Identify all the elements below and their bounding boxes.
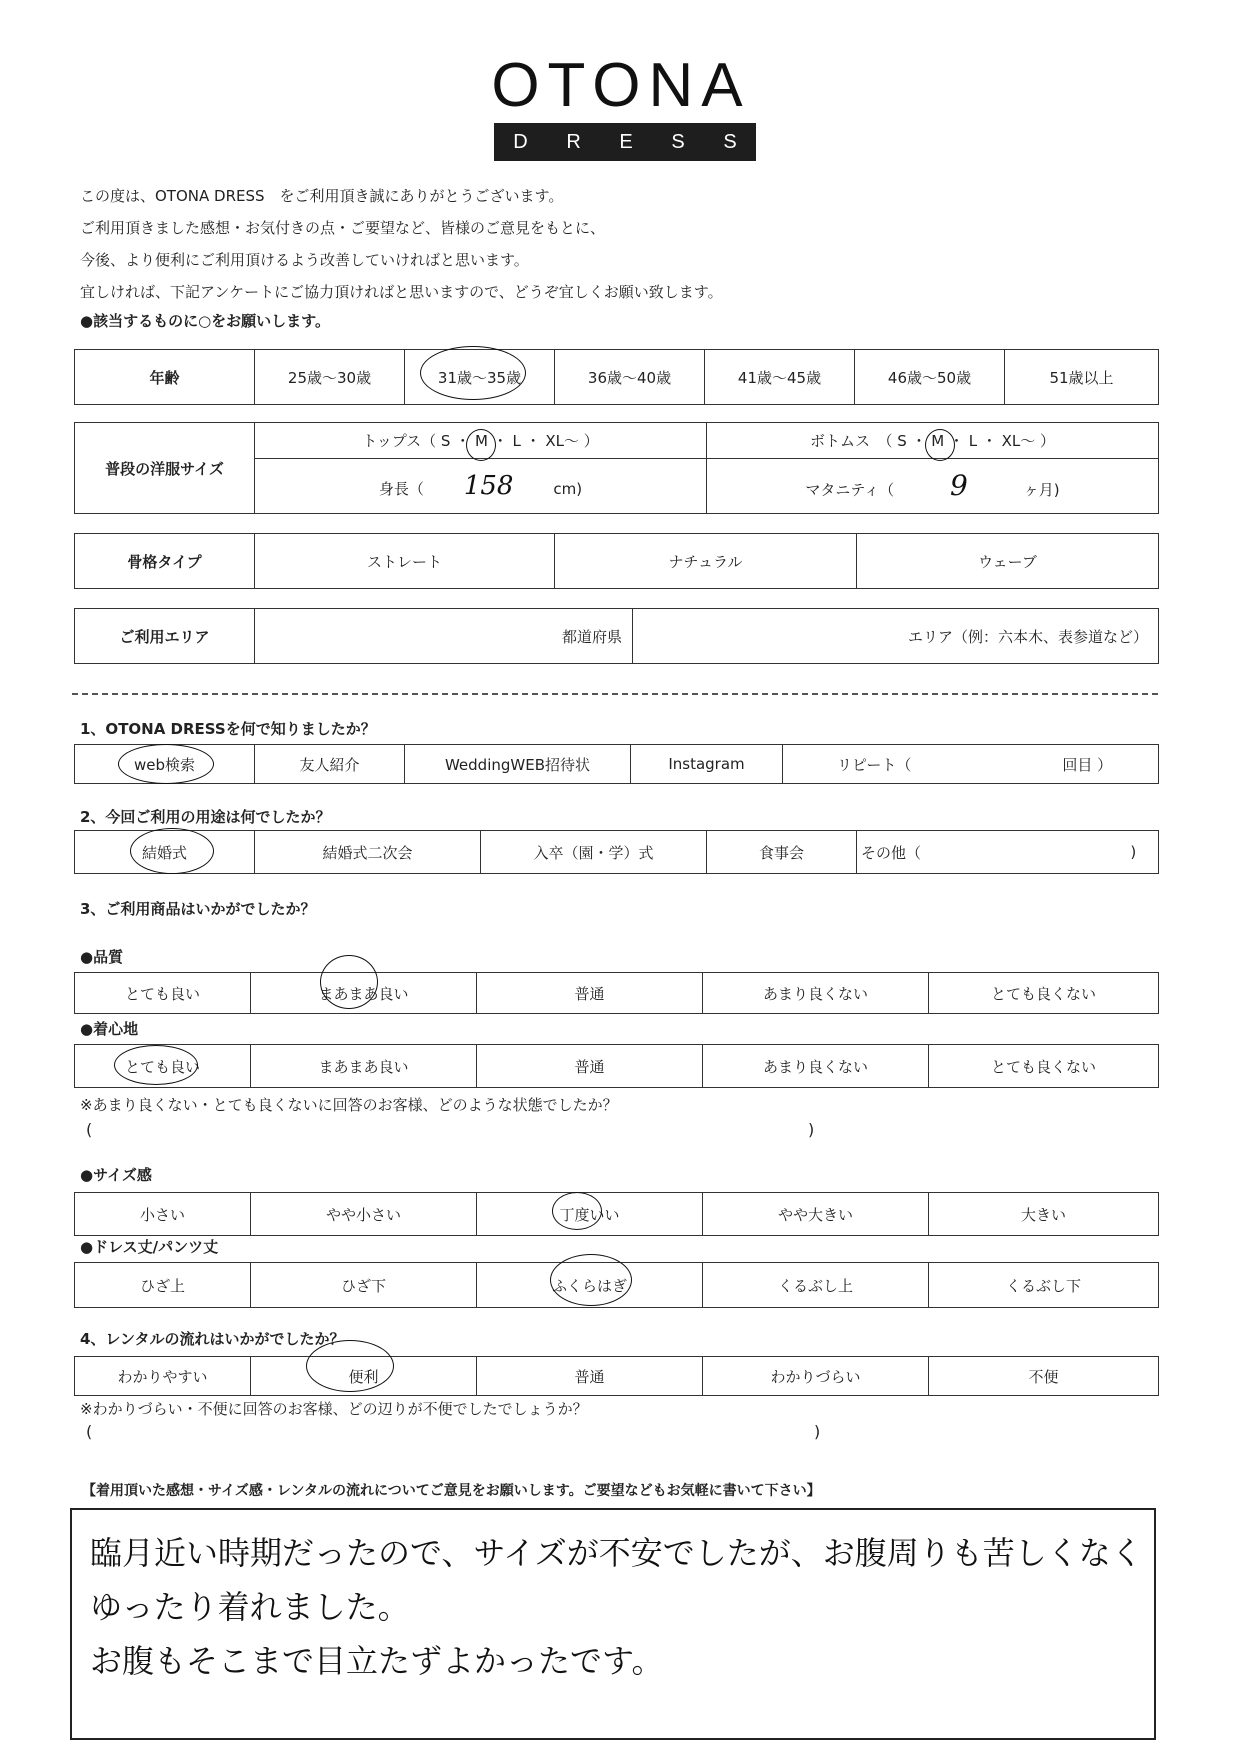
age-option[interactable]: 36歳～40歳 [555, 350, 705, 405]
brand-logo-subtitle [494, 123, 756, 161]
body-type-option[interactable]: ストレート [255, 534, 555, 589]
comment-line: ゆったり着れました。 [90, 1588, 410, 1626]
intro-line: 今後、より便利にご利用頂けるよう改善していければと思います。 [80, 251, 529, 269]
selection-circle [130, 828, 214, 874]
section-divider [72, 693, 1158, 695]
selection-circle [420, 346, 526, 400]
q2-option-selected[interactable]: 結婚式 [75, 831, 255, 874]
quality-option-selected[interactable]: まあまあ良い [251, 973, 477, 1014]
q2-option[interactable]: 食事会 [707, 831, 857, 874]
age-option[interactable]: 46歳～50歳 [855, 350, 1005, 405]
bottoms-size-options[interactable]: ボトムス （ S ・ M ・ L ・ XL～ ） [707, 423, 1159, 459]
intro-line: ご利用頂きました感想・お気付きの点・ご要望など、皆様のご意見をもとに、 [80, 219, 606, 237]
prefecture-field[interactable]: 都道府県 [255, 609, 633, 664]
length-option[interactable]: くるぶし下 [929, 1263, 1159, 1308]
age-option-selected[interactable]: 31歳～35歳 [405, 350, 555, 405]
q3-note: ※あまり良くない・とても良くないに回答のお客様、どのような状態でしたか？ [80, 1096, 618, 1114]
area-label: ご利用エリア [75, 609, 255, 664]
q2-title: 2、今回ご利用の用途は何でしたか？ [80, 808, 331, 826]
q2-option[interactable]: 結婚式二次会 [255, 831, 481, 874]
comments-box[interactable] [70, 1508, 1156, 1740]
logo-letter: E [619, 130, 633, 153]
q1-option-selected[interactable]: web検索 [75, 745, 255, 784]
quality-option[interactable]: 普通 [477, 973, 703, 1014]
comfort-option[interactable]: とても良くない [929, 1045, 1159, 1088]
q4-table [74, 1356, 1159, 1396]
fit-option-selected[interactable]: 丁度いい [477, 1193, 703, 1236]
length-label: ●ドレス丈/パンツ丈 [80, 1238, 219, 1256]
q2-table [74, 830, 1159, 874]
comment-line: 臨月近い時期だったので、サイズが不安でしたが、お腹周りも苦しくなく [90, 1534, 1143, 1572]
q1-option[interactable]: Instagram [631, 745, 783, 784]
age-label: 年齢 [75, 350, 255, 405]
selection-circle [114, 1045, 198, 1085]
size-label: 普段の洋服サイズ [75, 423, 255, 514]
q1-option[interactable]: WeddingWEB招待状 [405, 745, 631, 784]
comfort-table [74, 1044, 1159, 1088]
quality-option[interactable]: とても良い [75, 973, 251, 1014]
selection-circle [552, 1192, 602, 1230]
quality-option[interactable]: とても良くない [929, 973, 1159, 1014]
selection-circle [306, 1340, 394, 1392]
q4-note-open: ( [86, 1422, 93, 1441]
body-type-option[interactable]: ナチュラル [555, 534, 857, 589]
height-value: 158 [463, 470, 514, 501]
q1-table [74, 744, 1159, 784]
age-option[interactable]: 41歳～45歳 [705, 350, 855, 405]
fit-table [74, 1192, 1159, 1236]
comfort-option-selected[interactable]: とても良い [75, 1045, 251, 1088]
fit-option[interactable]: やや小さい [251, 1193, 477, 1236]
logo-letter: D [513, 130, 528, 153]
length-option-selected[interactable]: ふくらはぎ [477, 1263, 703, 1308]
selection-circle [118, 744, 214, 784]
q1-option-repeat[interactable]: リピート（ [783, 745, 1017, 784]
q4-note: ※わかりづらい・不便に回答のお客様、どの辺りが不便でしたでしょうか？ [80, 1400, 588, 1418]
fit-option[interactable]: 大きい [929, 1193, 1159, 1236]
q3-note-close: ) [808, 1120, 815, 1139]
height-label: 身長（ [378, 479, 424, 498]
q2-option-other[interactable]: その他（ [857, 831, 1109, 874]
q2-option[interactable]: 入卒（園・学）式 [481, 831, 707, 874]
intro-text [80, 180, 723, 308]
quality-table [74, 972, 1159, 1014]
size-table [74, 422, 1159, 514]
body-type-table [74, 533, 1159, 589]
fit-option[interactable]: 小さい [75, 1193, 251, 1236]
selection-circle [466, 429, 496, 461]
length-option[interactable]: ひざ下 [251, 1263, 477, 1308]
q3-title: 3、ご利用商品はいかがでしたか？ [80, 900, 316, 918]
intro-line: この度は、OTONA DRESS をご利用頂き誠にありがとうございます。 [80, 187, 564, 205]
length-option[interactable]: ひざ上 [75, 1263, 251, 1308]
selection-circle [320, 955, 378, 1009]
q4-option[interactable]: 普通 [477, 1357, 703, 1396]
logo-letter: S [723, 130, 737, 153]
area-field[interactable]: エリア（例：六本木、表参道など） [633, 609, 1159, 664]
body-type-option[interactable]: ウェーブ [857, 534, 1159, 589]
height-unit: cm) [553, 479, 583, 498]
comfort-option[interactable]: まあまあ良い [251, 1045, 477, 1088]
length-option[interactable]: くるぶし上 [703, 1263, 929, 1308]
q1-title: 1、OTONA DRESSを何で知りましたか？ [80, 720, 376, 738]
quality-option[interactable]: あまり良くない [703, 973, 929, 1014]
q4-option[interactable]: 不便 [929, 1357, 1159, 1396]
height-field[interactable] [255, 458, 707, 513]
maternity-unit: ヶ月) [1023, 481, 1060, 500]
logo-letter: S [671, 130, 685, 153]
q1-repeat-count[interactable]: 回目 ） [1017, 745, 1159, 784]
q1-option[interactable]: 友人紹介 [255, 745, 405, 784]
fit-option[interactable]: やや大きい [703, 1193, 929, 1236]
comfort-option[interactable]: あまり良くない [703, 1045, 929, 1088]
brand-logo: OTONA [491, 51, 751, 120]
fit-label: ●サイズ感 [80, 1166, 152, 1184]
logo-letter: R [566, 130, 581, 153]
q3-note-open: ( [86, 1120, 93, 1139]
q2-other-close: ) [1109, 831, 1159, 874]
q4-option[interactable]: わかりづらい [703, 1357, 929, 1396]
comment-line: お腹もそこまで目立たずよかったです。 [90, 1642, 664, 1680]
quality-label: ●品質 [80, 948, 124, 966]
comments-header: 【着用頂いた感想・サイズ感・レンタルの流れについてご意見をお願いします。ご要望などもお気軽に書いて下さい】 [82, 1483, 821, 1499]
q4-title: 4、レンタルの流れはいかがでしたか？ [80, 1330, 345, 1348]
selection-circle [925, 429, 955, 461]
instruction-heading: ●該当するものに○をお願いします。 [80, 312, 330, 330]
age-option[interactable]: 25歳～30歳 [255, 350, 405, 405]
intro-line: 宜しければ、下記アンケートにご協力頂ければと思いますので、どうぞ宜しくお願い致します。 [80, 283, 723, 301]
q4-note-close: ) [814, 1422, 821, 1441]
age-table [74, 349, 1159, 405]
comfort-option[interactable]: 普通 [477, 1045, 703, 1088]
maternity-label: マタニティ（ [805, 481, 895, 500]
comfort-label: ●着心地 [80, 1020, 139, 1038]
maternity-field[interactable] [707, 458, 1159, 513]
q4-option-selected[interactable]: 便利 [251, 1357, 477, 1396]
tops-size-options[interactable]: トップス（ S ・ M ・ L ・ XL～ ） [255, 423, 707, 459]
area-table [74, 608, 1159, 664]
q4-option[interactable]: わかりやすい [75, 1357, 251, 1396]
maternity-value: 9 [950, 469, 968, 503]
selection-circle [550, 1254, 632, 1306]
age-option[interactable]: 51歳以上 [1005, 350, 1159, 405]
body-type-label: 骨格タイプ [75, 534, 255, 589]
